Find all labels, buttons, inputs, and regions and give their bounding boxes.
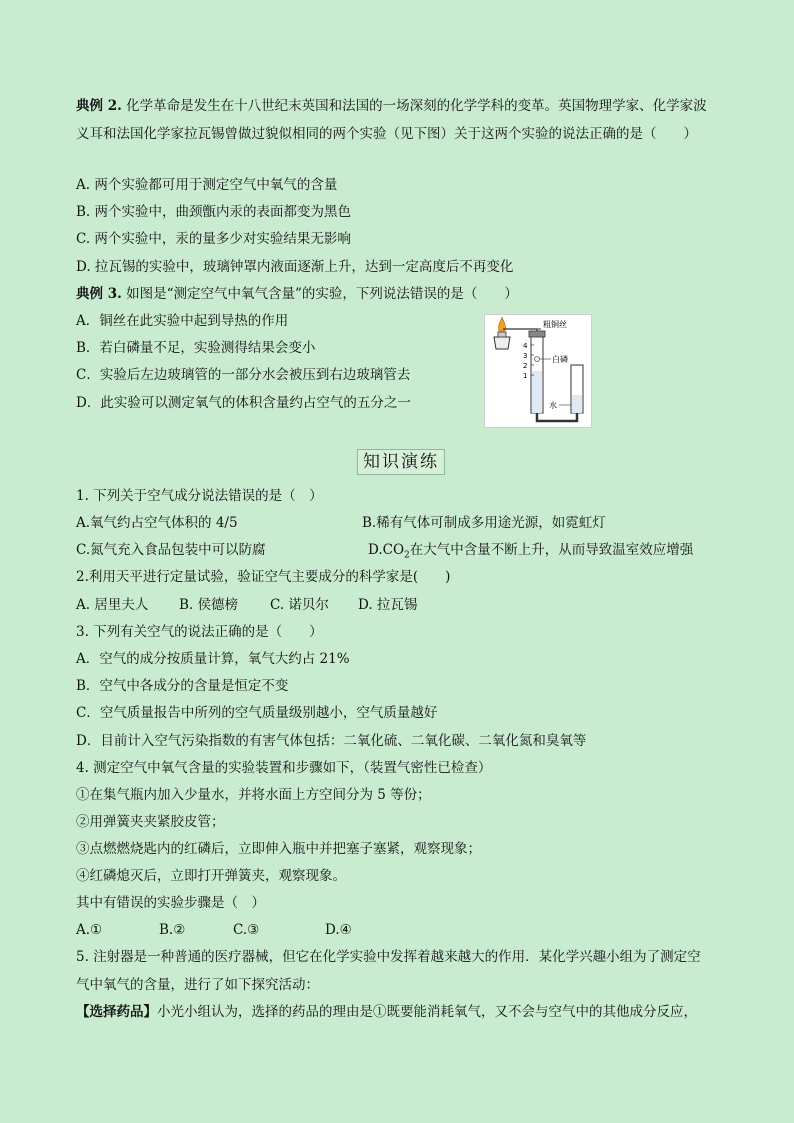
rubber-tube: [537, 413, 577, 421]
q2-option-b: B. 侯德榜: [179, 597, 239, 613]
example-2-option-a: A. 两个实验都可用于测定空气中氧气的含量: [76, 177, 338, 193]
q5-select-text: 小光小组认为，选择的药品的理由是①既要能消耗氧气，又不会与空气中的其他成分反应，: [157, 1004, 697, 1020]
alcohol-lamp-icon: [494, 337, 510, 349]
q4-step-1: ①在集气瓶内加入少量水，并将水面上方空间分为 5 等份；: [76, 787, 431, 803]
apparatus-diagram: [485, 315, 591, 427]
example-3-option-a: A．铜丝在此实验中起到导热的作用: [76, 313, 289, 329]
q3-option-a: A．空气的成分按质量计算，氧气大约占 21%: [76, 651, 350, 667]
q5-select-label: 【选择药品】: [76, 1004, 157, 1020]
q4-option-b: B.②: [159, 922, 186, 938]
example-2-option-c: C. 两个实验中，汞的量多少对实验结果无影响: [76, 231, 351, 247]
example-2-stem-2: 义耳和法国化学家拉瓦锡曾做过貌似相同的两个实验（见下图）关于这两个实验的说法正确的是（ ）: [76, 126, 697, 142]
q4-option-d: D.④: [325, 922, 352, 938]
q4-option-a: A.①: [76, 922, 103, 938]
scale-label-3: 3: [523, 352, 528, 360]
q1-option-a: A.氧气约占空气体积的 4/5: [76, 515, 238, 531]
label-water: 水: [549, 401, 557, 410]
section-title: 知识演练: [357, 449, 445, 475]
example-3-stem-line: [76, 285, 518, 303]
q4-step-2: ②用弹簧夹夹紧胶皮管；: [76, 814, 225, 830]
q5-stem-2: 气中氧气的含量，进行了如下探究活动：: [76, 977, 319, 993]
q2-option-c: C. 诺贝尔: [270, 597, 329, 613]
example-3-label: 典例 3.: [76, 286, 122, 302]
q1-option-d: $D.CO_2$在大气中含量不断上升，从而导致温室效应增强: [368, 542, 694, 561]
example-3-option-b: B．若白磷量不足，实验测得结果会变小: [76, 340, 316, 356]
example-2-option-b: B. 两个实验中，曲颈甑内汞的表面都变为黑色: [76, 204, 352, 220]
apparatus-figure: [484, 314, 592, 428]
example-3-option-c: C．实验后左边玻璃管的一部分水会被压到右边玻璃管去: [76, 367, 411, 383]
example-2-line-1: [76, 97, 707, 115]
q2-option-d: D. 拉瓦锡: [358, 597, 418, 613]
q5-stem-1: 5. 注射器是一种普通的医疗器械，但它在化学实验中发挥着越来越大的作用．某化学兴趣小组为了测定空: [76, 949, 701, 965]
q3-option-b: B．空气中各成分的含量是恒定不变: [76, 678, 289, 694]
q1-option-c: C.氮气充入食品包装中可以防腐: [76, 542, 266, 558]
example-2-label: 典例 2.: [76, 98, 122, 114]
q3-stem: 3. 下列有关空气的说法正确的是（ ）: [76, 624, 323, 640]
q4-question: 其中有错误的实验步骤是（ ）: [76, 895, 265, 911]
q4-stem: 4. 测定空气中氧气含量的实验装置和步骤如下，（装置气密性已检查）: [76, 760, 492, 776]
q2-option-a: A. 居里夫人: [76, 597, 149, 613]
example-2-option-d: D. 拉瓦锡的实验中，玻璃钟罩内液面逐渐上升，达到一定高度后不再变化: [76, 259, 514, 275]
example-3-option-d: D．此实验可以测定氧气的体积含量约占空气的五分之一: [76, 395, 411, 411]
scale-label-1: 1: [523, 372, 528, 380]
label-copper-wire: 粗铜丝: [543, 320, 567, 329]
example-3-stem: 如图是“测定空气中氧气含量”的实验，下列说法错误的是（ ）: [126, 286, 518, 302]
scale-label-2: 2: [523, 362, 528, 370]
scale-label-4: 4: [523, 342, 528, 350]
q4-step-4: ④红磷熄灭后，立即打开弹簧夹，观察现象。: [76, 868, 346, 884]
q3-option-c: C．空气质量报告中所列的空气质量级别越小，空气质量越好: [76, 705, 438, 721]
q4-step-3: ③点燃燃烧匙内的红磷后，立即伸入瓶中并把塞子塞紧，观察现象；: [76, 841, 481, 857]
q1-option-b: B.稀有气体可制成多用途光源，如霓虹灯: [362, 515, 606, 531]
q5-stem-3: [76, 1003, 697, 1021]
example-2-stem-1: 化学革命是发生在十八世纪末英国和法国的一场深刻的化学学科的变革。英国物理学家、化学家波: [126, 98, 707, 114]
q4-option-c: C.③: [233, 922, 260, 938]
q1-stem: 1. 下列关于空气成分说法错误的是（ ）: [76, 488, 323, 504]
q2-stem: 2.利用天平进行定量试验，验证空气主要成分的科学家是( ): [76, 569, 451, 585]
q3-option-d: D．目前计入空气污染指数的有害气体包括：二氧化硫、二氧化碳、二氧化氮和臭氧等: [76, 733, 587, 749]
stopper: [529, 331, 545, 337]
label-white-phosphorus: 白磷: [552, 355, 568, 364]
phosphorus-icon: [535, 357, 540, 362]
